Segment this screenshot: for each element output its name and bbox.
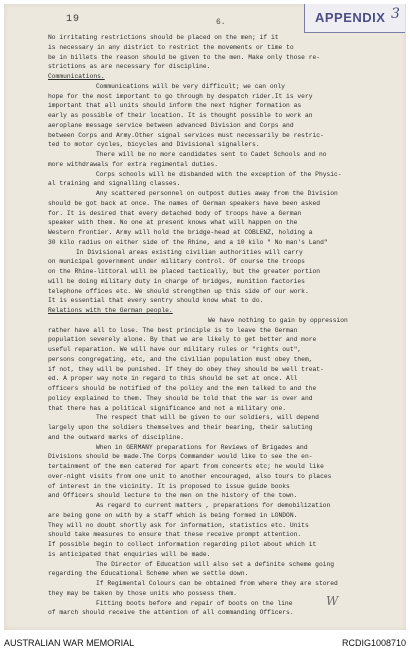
text-line: It is essential that every sentry should know what to do. [48, 297, 264, 305]
text-line: of march should receive the attention of all commanding Officers. [48, 609, 294, 617]
text-line: telephone offices etc. We should strengthen up this side of our work. [48, 287, 309, 295]
text-line: they may be taken by those units who possess them. [48, 589, 237, 597]
appendix-number: 3 [391, 6, 400, 22]
page-number: 19 [66, 14, 81, 25]
text-line: As regard to current matters , preparations for demobilization [96, 502, 331, 509]
text-line: ed. A proper way note in regard to this should be set at once. All [48, 375, 298, 383]
text-line: They will no doubt shortly ask for information, statistics etc. Units [48, 521, 309, 529]
text-line: and the outward marks of discipline. [48, 433, 185, 441]
appendix-stamp [304, 4, 405, 33]
archive-reference: RCDIG1008710 [341, 638, 406, 648]
text-line: The respect that will be given to our soldiers, will depend [96, 414, 319, 422]
text-line: Communications will be very difficult; we can only [96, 82, 285, 90]
archive-footer [0, 634, 410, 654]
appendix-label: APPENDIX [315, 10, 386, 25]
text-line: tertainment of the men catered for apart from concerts etc; he would like [48, 463, 324, 470]
text-line: and Officers should lecture to the men on the history of the town. [48, 492, 298, 500]
section-heading: Relations with the German people. [48, 307, 173, 314]
text-line: al training and signalling classes. [48, 180, 181, 188]
text-line: Any scattered personnel on outpost duties away from the Division [96, 190, 338, 197]
text-line: will be doing military duty in charge of bridges, munition factories [48, 277, 305, 285]
text-line: We have nothing to gain by oppression [208, 316, 348, 324]
text-line: If possible begin to collect information regarding pilot about which it [48, 541, 317, 548]
handwritten-initials: W [326, 594, 339, 608]
text-line: should take measures to ensure that these receive prompt attention. [48, 531, 302, 539]
text-line: is anticipated that enquiries will be made. [48, 550, 211, 558]
text-line: strictions as are necessary for discipline. [48, 63, 211, 71]
text-line: There will be no more candidates sent to Cadet Schools and no [96, 151, 327, 158]
text-line: 30 kilo radius on either side of the Rhine, and a 10 kilo " No man's Land" [48, 238, 328, 246]
text-line: If Regimental Colours can be obtained from where they are stored [96, 580, 338, 587]
text-line: ted to motor cycles, bicycles and Divisional signallers. [48, 141, 260, 149]
text-line: officers should be notified of the policy and the men talked to and the [48, 385, 317, 392]
text-line: that there has a political significance and not a military one. [48, 404, 287, 412]
text-line: more withdrawals for extra regimental duties. [48, 160, 219, 168]
text-line: should be got back at once. The names of German speakers have been asked [48, 199, 321, 207]
text-line: are being gone on with by a staff which is being formed in LONDON. [48, 511, 298, 519]
text-line: between Corps and Army.Other signal services must necessarily be restric- [48, 131, 324, 139]
text-line: policy explained to them. They should be told that the war is over and [48, 394, 313, 402]
text-line: Corps schools will be disbanded with the exception of the Physic- [96, 170, 342, 178]
page-header [4, 4, 406, 34]
text-line: on municipal government under military control. Of course the troops [48, 258, 305, 266]
text-line: The Director of Education will also set a definite scheme going [96, 560, 335, 568]
archive-credit: AUSTRALIAN WAR MEMORIAL [4, 638, 135, 648]
text-line: persons congregating, etc, and the civilian population must obey them, [48, 355, 313, 363]
section-heading: Communications. [48, 73, 105, 80]
text-line: When in GERMANY preparations for Reviews of Brigades and [96, 443, 308, 451]
text-line: Western frontier. Army will hold the bridge-head at COBLENZ, holding a [48, 229, 313, 236]
text-line: regarding the Educational Scheme when we settle down. [48, 570, 249, 578]
text-line: over-night visits from one unit to another encouraged, also tours to places [48, 472, 332, 480]
text-line: speaker with them. No one at present knows what will happen on the [48, 219, 298, 227]
text-line: hope for the most important to go through by despatch rider.It is very [48, 92, 313, 100]
text-line: on the Rhine-littoral will be placed tactically, but the greater portion [48, 268, 321, 275]
page-sub-number: 6. [216, 18, 226, 27]
text-line: of interest in the vicinity. It is proposed to issue guide books [48, 482, 290, 490]
text-line: early as possible of their location. It is thought possible to work an [48, 112, 313, 119]
text-line: Fitting boots before and repair of boots on the line [96, 599, 293, 607]
text-line: No irritating restrictions should be placed on the men; if it [48, 34, 279, 41]
text-line: useful reparation. We will have our military rules or "rights out", [48, 346, 302, 353]
text-line: for. It is desired that every detached body of troops have a German [48, 209, 302, 217]
text-line: rather have all to lose. The best principle is to leave the German [48, 326, 298, 334]
text-line: Divisions should be made.The Corps Commander would like to see the en- [48, 453, 313, 461]
document-body [48, 33, 400, 618]
text-line: largely upon the soldiers themselves and their bearing, their saluting [48, 424, 313, 431]
text-line: population severely alone. By that we are likely to get better and more [48, 336, 317, 344]
text-line: aeroplane message service between advanced Division and Corps and [48, 121, 294, 129]
document-page [4, 4, 406, 630]
text-line: is necessary in any district to restrict the movements or time to [48, 43, 294, 51]
text-line: be in billets the reason should be given to the men. Make only those re- [48, 53, 321, 61]
text-line: if not, they will be punished. If they do obey they should be well treat- [48, 365, 324, 373]
text-line: important that all units should inform the next higher formation as [48, 102, 302, 110]
text-line: In Divisional areas existing civilian authorities will carry [76, 248, 303, 256]
